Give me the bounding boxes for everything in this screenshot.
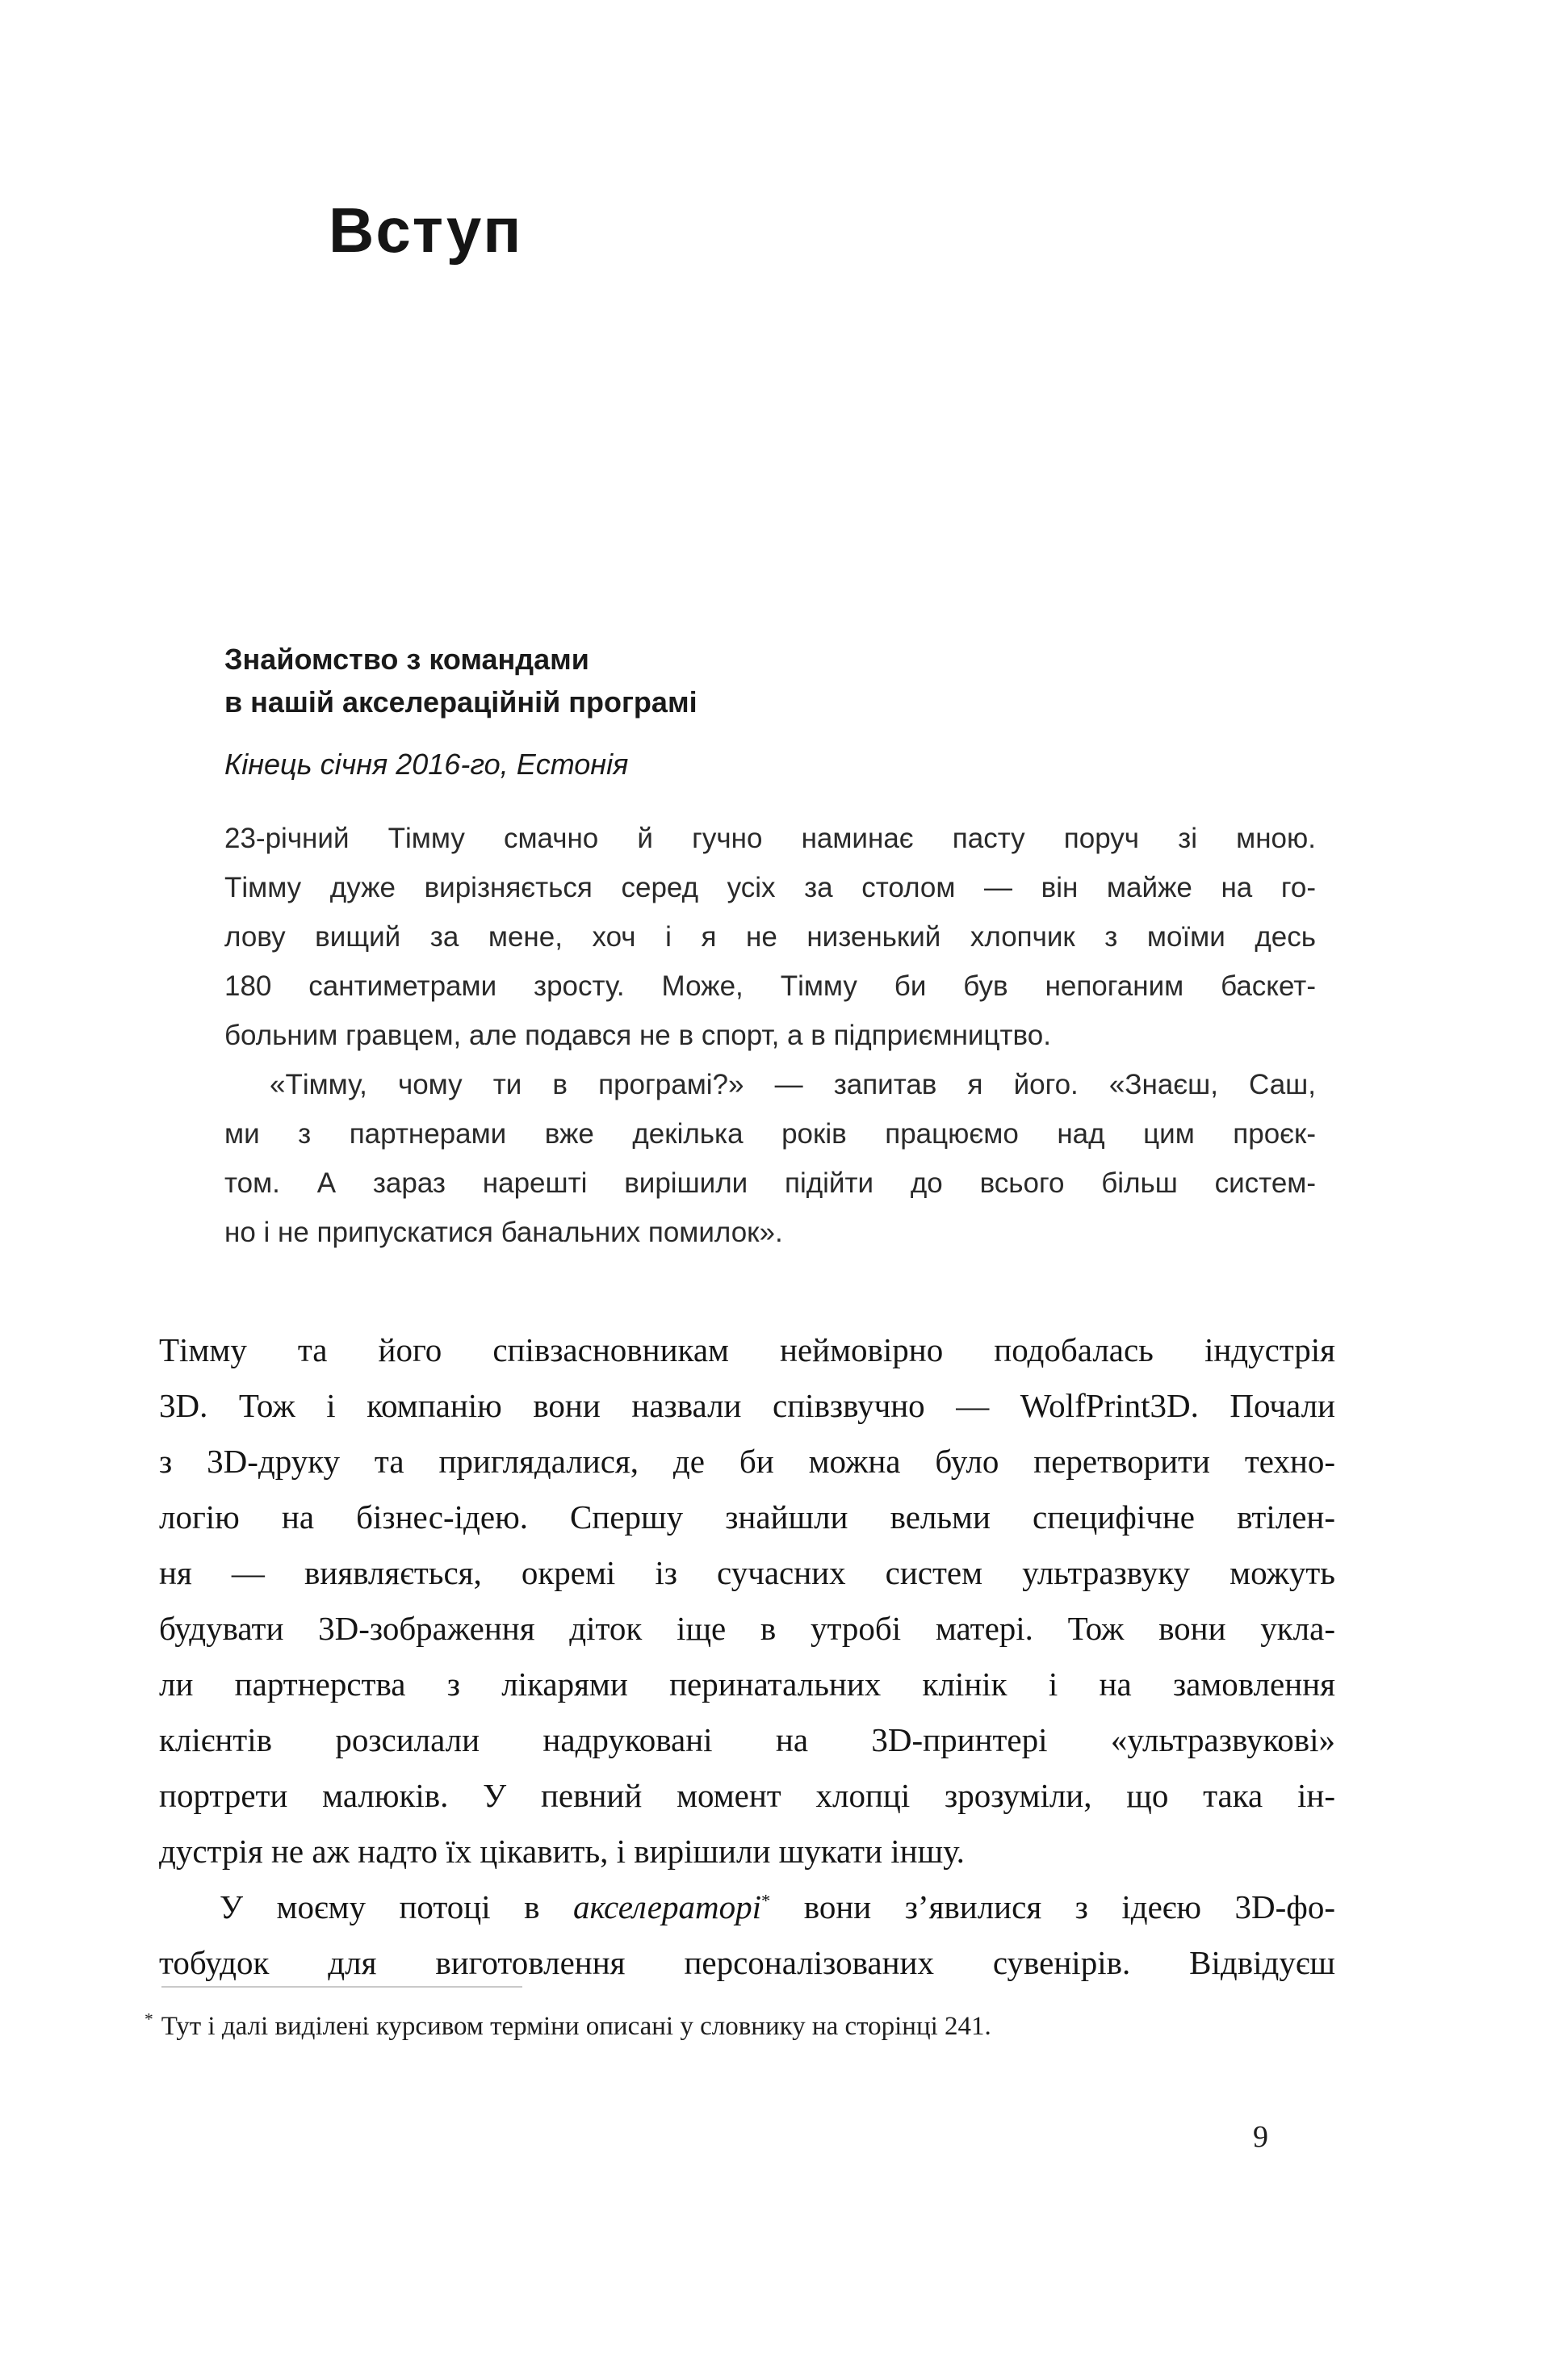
body-text-run: вони з’явилися з ідеєю 3D-фо-	[770, 1888, 1335, 1925]
section-heading	[224, 638, 698, 723]
excerpt-line: 23-річний Тімму смачно й гучно наминає пасту поруч зі мною.	[224, 823, 1316, 854]
body-line: тобудок для виготовлення персоналізованих сувенірів. Відвідуєш	[159, 1944, 1335, 1981]
body-line: логію на бізнес-ідею. Спершу знайшли вельми специфічне втілен-	[159, 1498, 1335, 1536]
footnote-ref-asterisk: *	[761, 1890, 771, 1911]
body-line: ня — виявляється, окремі із сучасних систем ультразвуку можуть	[159, 1554, 1335, 1591]
footnote-rule	[161, 1986, 522, 1988]
footnote-text: Тут і далі виділені курсивом терміни описані у словнику на сторінці 241.	[161, 2012, 991, 2041]
section-dateline: Кінець січня 2016-го, Естонія	[224, 748, 629, 781]
excerpt-line: больним гравцем, але подався не в спорт, а в підприємництво.	[224, 1020, 1051, 1051]
body-line: портрети малюків. У певний момент хлопці зрозуміли, що така ін-	[159, 1777, 1335, 1814]
body-line: Тімму та його співзасновникам неймовірно подобалась індустрія	[159, 1331, 1335, 1368]
section-heading-line: в нашій акселераційній програмі	[224, 685, 698, 719]
excerpt-block	[224, 814, 1316, 1257]
body-text-run: У моєму потоці в	[220, 1888, 573, 1925]
excerpt-line: но і не припускатися банальних помилок».	[224, 1217, 783, 1248]
excerpt-line: лову вищий за мене, хоч і я не низенький хлопчик з моїми десь	[224, 921, 1316, 953]
excerpt-line: 180 сантиметрами зросту. Може, Тімму би був непоганим баскет-	[224, 970, 1316, 1002]
body-line	[159, 1879, 1335, 1935]
section-heading-line: Знайомство з командами	[224, 643, 589, 676]
body-line: будувати 3D-зображення діток іще в утробі матері. Тож вони укла-	[159, 1610, 1335, 1647]
footnote-marker: *	[145, 2009, 153, 2029]
italic-term: акселераторі	[572, 1888, 761, 1925]
body-line: дустрія не аж надто їх цікавить, і вирішили шукати іншу.	[159, 1833, 965, 1870]
excerpt-line: Тімму дуже вирізняється серед усіх за столом — він майже на го-	[224, 872, 1316, 903]
chapter-title: Вступ	[329, 195, 523, 266]
body-line: 3D. Тож і компанію вони назвали співзвучно — WolfPrint3D. Почали	[159, 1387, 1335, 1424]
body-line: клієнтів розсилали надруковані на 3D-принтері «ультразвукові»	[159, 1721, 1335, 1758]
footnote	[145, 2009, 1331, 2044]
excerpt-line: ми з партнерами вже декілька років працюємо над цим проєк-	[224, 1118, 1316, 1150]
excerpt-line: «Тімму, чому ти в програмі?» — запитав я його. «Знаєш, Саш,	[270, 1069, 1316, 1100]
excerpt-line: том. А зараз нарешті вирішили підійти до всього більш систем-	[224, 1167, 1316, 1199]
page-number: 9	[1253, 2120, 1268, 2154]
body-line: ли партнерства з лікарями перинатальних клінік і на замовлення	[159, 1666, 1335, 1703]
body-text	[159, 1322, 1335, 1991]
body-line: з 3D-друку та приглядалися, де би можна було перетворити техно-	[159, 1443, 1335, 1480]
